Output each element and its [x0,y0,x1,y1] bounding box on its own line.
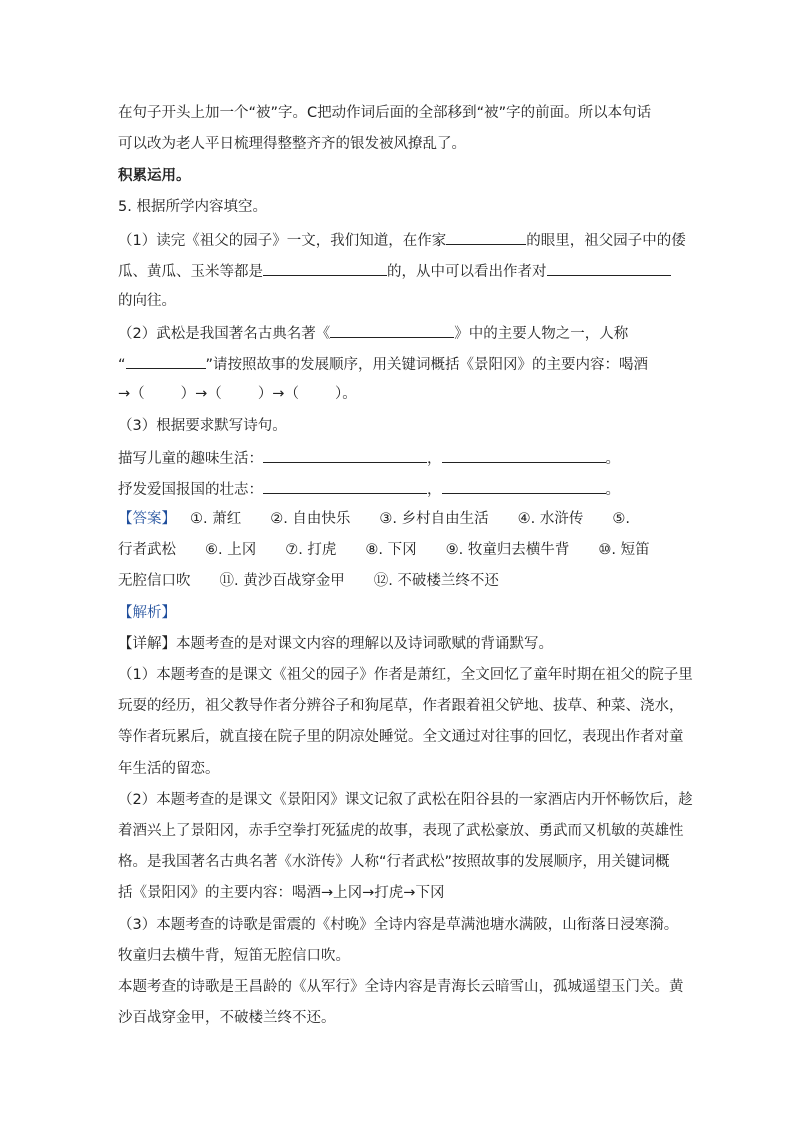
analysis-p1-line-1: （1）本题考查的是课文《祖父的园子》作者是萧红，全文回忆了童年时期在祖父的院子里 [118,667,693,683]
q3-line-2 [118,478,620,500]
q1-text-a: （1）读完《祖父的园子》一文，我们知道，在作家 [118,233,447,249]
q3-line-1 [118,447,620,469]
analysis-p3-line-2: 牧童归去横牛背，短笛无腔信口吹。 [118,948,350,964]
detail-line [118,634,553,654]
q3-blank-1b[interactable] [442,447,606,463]
intro-line-1: 在句子开头上加一个“被”字。C把动作词后面的全部移到“被”字的前面。所以本句话 [118,105,652,121]
q1-line-3: 的向往。 [118,293,176,309]
q1-text-c: 瓜、黄瓜、玉米等都是 [118,264,263,280]
analysis-p2-line-1: （2）本题考查的是课文《景阳冈》课文记叙了武松在阳谷县的一家酒店内开怀畅饮后，趁 [118,792,693,808]
analysis-p2-line-3: 格。是我国著名古典名著《水浒传》人称“行者武松”按照故事的发展顺序，用关键词概 [118,854,670,870]
analysis-p1-line-3: 等作者玩累后，就直接在院子里的阴凉处睡觉。全文通过对往事的回忆，表现出作者对童 [118,729,684,745]
analysis-p2-line-4: 括《景阳冈》的主要内容：喝酒→上冈→打虎→下冈 [118,885,445,901]
section-title: 积累运用。 [118,168,191,184]
q3-label-2: 抒发爱国报国的壮志： [118,482,263,498]
q1-text-b: 的眼里，祖父园子中的倭 [526,233,686,249]
q2-text-e: →（ [118,386,145,402]
analysis-p4-line-2: 沙百战穿金甲，不破楼兰终不还。 [118,1010,336,1026]
answer-text-1: ①. 萧红 ②. 自由快乐 ③. 乡村自由生活 ④. 水浒传 ⑤. [190,511,630,527]
q1-line-1 [118,229,686,251]
answer-line-3: 无腔信口吹 ⑪. 黄沙百战穿金甲 ⑫. 不破楼兰终不还 [118,573,499,589]
q2-text-g: ）→（ [257,386,299,402]
q2-blank-nickname[interactable] [126,353,206,369]
q2-text-b: 》中的主要人物之一，人称 [454,326,629,342]
analysis-p3-line-1: （3）本题考查的诗歌是雷震的《村晚》全诗内容是草满池塘水满陂，山衔落日浸寒漪。 [118,917,679,933]
intro-line-2: 可以改为老人平日梳理得整整齐齐的银发被风撩乱了。 [118,136,466,152]
q3-period-2: 。 [605,482,620,498]
q3-title: （3）根据要求默写诗句。 [118,418,287,434]
question-title: 5. 根据所学内容填空。 [118,199,267,215]
analysis-p1-line-2: 玩耍的经历，祖父教导作者分辨谷子和狗尾草，作者跟着祖父铲地、拔草、种菜、浇水， [118,698,684,714]
q2-text-a: （2）武松是我国著名古典名著《 [118,326,331,342]
analysis-p1-line-4: 年生活的留恋。 [118,761,220,777]
answer-label: 【答案】 [118,511,176,527]
answer-line-1 [118,509,630,529]
q2-line-3 [118,384,357,404]
q2-text-d: ”请按照故事的发展顺序，用关键词概括《景阳冈》的主要内容：喝酒 [205,357,649,373]
q3-period-1: 。 [605,451,620,467]
q1-blank-2[interactable] [263,260,387,276]
q1-line-2 [118,260,671,282]
q1-blank-3[interactable] [547,260,671,276]
q1-blank-1[interactable] [446,229,526,245]
q3-blank-1a[interactable] [263,447,427,463]
q2-text-h: ）。 [334,386,357,402]
q3-blank-2a[interactable] [263,478,427,494]
analysis-label: 【解析】 [118,605,176,621]
q1-text-d: 的，从中可以看出作者对 [387,264,547,280]
q2-text-c: “ [118,357,126,373]
q3-blank-2b[interactable] [442,478,606,494]
detail-text: 本题考查的是对课文内容的理解以及诗词歌赋的背诵默写。 [176,636,553,652]
q2-text-f: ）→（ [180,386,222,402]
q3-comma-1: ， [427,451,442,467]
answer-line-2: 行者武松 ⑥. 上冈 ⑦. 打虎 ⑧. 下冈 ⑨. 牧童归去横牛背 ⑩. 短笛 [118,542,650,558]
analysis-p2-line-2: 着酒兴上了景阳冈，赤手空拳打死猛虎的故事，表现了武松豪放、勇武而又机敏的英雄性 [118,823,684,839]
analysis-p4-line-1: 本题考查的诗歌是王昌龄的《从军行》全诗内容是青海长云暗雪山，孤城遥望玉门关。黄 [118,979,684,995]
q2-blank-book[interactable] [330,322,454,338]
q2-line-1 [118,322,628,344]
q3-comma-2: ， [427,482,442,498]
q3-label-1: 描写儿童的趣味生活： [118,451,263,467]
q2-line-2 [118,353,648,375]
detail-label: 【详解】 [118,636,176,652]
